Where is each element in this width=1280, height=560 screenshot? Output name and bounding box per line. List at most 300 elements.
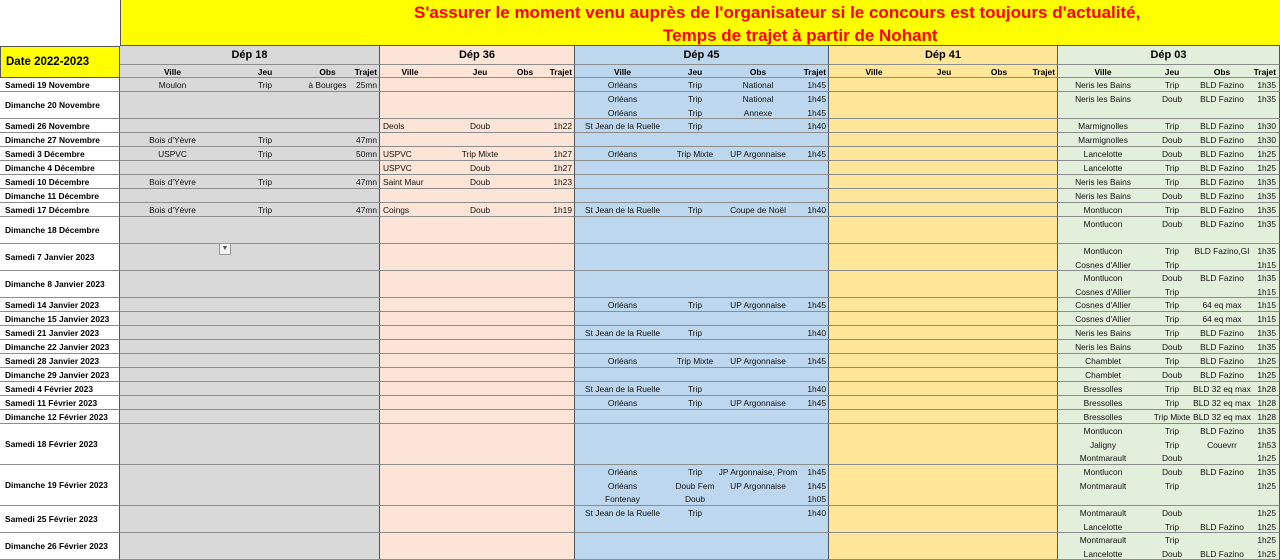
cell-text: 47mn <box>356 135 377 145</box>
cell-text: 1h27 <box>553 149 572 159</box>
column-header[interactable]: Ville <box>163 67 182 77</box>
cell-text: Doub <box>1161 191 1183 201</box>
table-cell-group[interactable] <box>575 312 829 326</box>
cell-text: Cosnes d'Allier <box>1075 286 1131 297</box>
cell-text: Couevrr <box>1207 439 1237 450</box>
cell-text: Marmignolles <box>1078 135 1128 145</box>
cell-text: Trip <box>687 121 703 131</box>
table-cell-group[interactable] <box>120 189 380 203</box>
date-cell[interactable]: Dimanche 22 Janvier 2023 <box>0 340 120 354</box>
table-cell-group[interactable] <box>120 410 380 424</box>
table-cell-group[interactable] <box>380 326 575 340</box>
table-cell-group[interactable] <box>829 368 1058 382</box>
department-header[interactable]: Dép 03 <box>1058 46 1280 65</box>
table-cell-group[interactable] <box>380 133 575 147</box>
table-cell-group[interactable] <box>120 533 380 560</box>
cell-text: Trip <box>687 508 703 518</box>
cell-text: BLD Fazino <box>1200 163 1244 173</box>
table-cell-group[interactable] <box>120 244 380 271</box>
cell-text: Trip <box>687 205 703 215</box>
cell-text: BLD Fazino <box>1200 94 1244 104</box>
cell-text: Trip <box>257 177 273 187</box>
table-cell-group[interactable] <box>380 410 575 424</box>
cell-text: BLD Fazino <box>1200 273 1244 283</box>
cell-text: Neris les Bains <box>1075 328 1131 338</box>
date-cell[interactable]: Dimanche 12 Février 2023 <box>0 410 120 424</box>
cell-text: Cosnes d'Allier <box>1075 300 1131 310</box>
table-cell-group[interactable] <box>120 354 380 368</box>
cell-text: 1h45 <box>807 149 826 159</box>
cell-text: 1h15 <box>1257 286 1276 297</box>
cell-text: Doub <box>1161 135 1183 145</box>
table-cell-group[interactable] <box>120 161 380 175</box>
table-cell-group[interactable] <box>120 298 380 312</box>
cell-text: Doub <box>469 205 491 215</box>
cell-text: BLD Fazino <box>1200 177 1244 187</box>
cell-text: Trip <box>687 80 703 90</box>
cell-text: 1h15 <box>1257 314 1276 324</box>
date-cell[interactable]: Samedi 26 Novembre <box>0 119 120 133</box>
table-cell-group[interactable] <box>829 340 1058 354</box>
cell-text: Orléans <box>607 149 638 159</box>
table-cell-group[interactable] <box>120 312 380 326</box>
date-cell[interactable]: Samedi 14 Janvier 2023 <box>0 298 120 312</box>
cell-text: USPVC <box>383 163 412 173</box>
chevron-down-icon[interactable]: ▼ <box>219 243 231 255</box>
table-cell-group[interactable] <box>380 340 575 354</box>
cell-text: BLD 32 eq max <box>1193 384 1251 394</box>
cell-text: 1h05 <box>807 494 826 505</box>
table-cell-group[interactable] <box>380 78 575 92</box>
department-header[interactable]: Dép 18 <box>120 46 380 65</box>
cell-text: Chamblet <box>1085 370 1121 380</box>
cell-text: Trip <box>687 467 703 477</box>
cell-text: St Jean de la Ruelle <box>585 384 660 394</box>
cell-text: BLD Fazino <box>1200 219 1244 229</box>
table-cell-group[interactable] <box>120 340 380 354</box>
cell-text: Bois d'Yèvre <box>149 177 196 187</box>
date-cell[interactable]: Samedi 17 Décembre <box>0 203 120 217</box>
cell-text: Moulon <box>158 80 187 90</box>
cell-text: Neris les Bains <box>1075 342 1131 352</box>
column-header[interactable]: Trajet <box>354 67 377 77</box>
notice-line-2: Temps de trajet à partir de Nohant <box>663 26 938 45</box>
table-cell-group[interactable] <box>120 506 380 533</box>
cell-text: Trip <box>687 384 703 394</box>
cell-text: Orléans <box>607 467 638 477</box>
cell-text: Doub <box>1161 370 1183 380</box>
cell-text: Lancelotte <box>1083 548 1123 559</box>
table-cell-group[interactable] <box>380 92 575 119</box>
table-cell-group[interactable] <box>829 147 1058 161</box>
cell-text: Trip <box>1164 328 1180 338</box>
cell-text: Montlucon <box>1083 426 1123 436</box>
cell-text: Trip <box>1164 398 1180 408</box>
cell-text: Doub <box>1161 149 1183 159</box>
table-cell-group[interactable] <box>829 312 1058 326</box>
cell-text: 1h35 <box>1257 426 1276 436</box>
cell-text: 1h35 <box>1257 94 1276 104</box>
cell-text: 1h25 <box>1257 548 1276 559</box>
date-cell[interactable]: Samedi 7 Janvier 2023 <box>0 244 120 271</box>
cell-text: Montlucon <box>1083 467 1123 477</box>
cell-text: Trip <box>257 135 273 145</box>
cell-text: Trip <box>1164 314 1180 324</box>
cell-text: 1h22 <box>553 121 572 131</box>
table-cell-group[interactable] <box>120 326 380 340</box>
column-header[interactable]: Ville <box>613 67 632 77</box>
cell-text: BLD Fazino <box>1200 205 1244 215</box>
cell-text: UP Argonnaise <box>730 300 786 310</box>
cell-text: Trip <box>1164 356 1180 366</box>
cell-text: 1h45 <box>807 356 826 366</box>
table-cell-group[interactable] <box>380 506 575 533</box>
column-header[interactable]: Obs <box>516 67 534 77</box>
table-cell-group[interactable] <box>120 465 380 506</box>
cell-text: Doub <box>1161 219 1183 229</box>
cell-text: 1h15 <box>1257 259 1276 270</box>
date-cell[interactable]: Dimanche 20 Novembre <box>0 92 120 119</box>
cell-text: 1h53 <box>1257 439 1276 450</box>
cell-text: 1h25 <box>1257 480 1276 491</box>
cell-text: Jaligny <box>1089 439 1117 450</box>
cell-text: Orléans <box>607 480 638 491</box>
cell-text: Orléans <box>607 80 638 90</box>
date-cell[interactable]: Samedi 11 Février 2023 <box>0 396 120 410</box>
cell-text: 1h40 <box>807 121 826 131</box>
cell-text: 1h40 <box>807 384 826 394</box>
cell-text: Doub <box>469 177 491 187</box>
table-cell-group[interactable] <box>575 533 829 560</box>
table-cell-group[interactable] <box>380 396 575 410</box>
date-cell[interactable]: Samedi 18 Février 2023 <box>0 424 120 465</box>
table-cell-group[interactable] <box>380 271 575 298</box>
cell-text: Annexe <box>743 107 773 118</box>
cell-text: Coupe de Noël <box>730 205 786 215</box>
cell-text: BLD 32 eq max <box>1193 412 1251 422</box>
department-header[interactable]: Dép 36 <box>380 46 575 65</box>
date-cell[interactable]: Samedi 19 Novembre <box>0 78 120 92</box>
table-cell-group[interactable] <box>829 326 1058 340</box>
date-cell[interactable]: Dimanche 15 Janvier 2023 <box>0 312 120 326</box>
cell-text: UP Argonnaise <box>730 149 786 159</box>
table-cell-group[interactable] <box>120 396 380 410</box>
cell-text: 1h25 <box>1257 535 1276 545</box>
cell-text: Lancelotte <box>1083 163 1123 173</box>
table-cell-group[interactable] <box>829 203 1058 217</box>
cell-text: Cosnes d'Allier <box>1075 314 1131 324</box>
cell-text: 1h25 <box>1257 370 1276 380</box>
cell-text: 1h45 <box>807 300 826 310</box>
cell-text: Orléans <box>607 398 638 408</box>
cell-text: 1h28 <box>1257 398 1276 408</box>
table-cell-group[interactable] <box>829 533 1058 560</box>
table-cell-group[interactable] <box>575 189 829 203</box>
table-cell-group[interactable] <box>120 271 380 298</box>
cell-text: JP Argonnaise, Prom <box>718 467 798 477</box>
table-cell-group[interactable] <box>575 368 829 382</box>
cell-text: 47mn <box>356 177 377 187</box>
column-header[interactable]: Trajet <box>1032 67 1055 77</box>
cell-text: 1h35 <box>1257 80 1276 90</box>
cell-text: Trip <box>257 149 273 159</box>
cell-text: St Jean de la Ruelle <box>585 121 660 131</box>
cell-text: 1h30 <box>1257 135 1276 145</box>
cell-text: UP Argonnaise <box>730 480 786 491</box>
cell-text: Trip <box>687 107 703 118</box>
date-cell[interactable]: Samedi 21 Janvier 2023 <box>0 326 120 340</box>
cell-text: Fontenay <box>605 494 640 505</box>
cell-text: Neris les Bains <box>1075 191 1131 201</box>
cell-text: 1h45 <box>807 398 826 408</box>
cell-text: Marmignolles <box>1078 121 1128 131</box>
date-cell[interactable]: Dimanche 11 Décembre <box>0 189 120 203</box>
table-cell-group[interactable] <box>575 133 829 147</box>
cell-text: Trip <box>1164 246 1180 256</box>
table-cell-group[interactable] <box>575 424 829 465</box>
cell-text: Trip <box>687 398 703 408</box>
date-cell[interactable]: Samedi 28 Janvier 2023 <box>0 354 120 368</box>
table-cell-group[interactable] <box>575 217 829 244</box>
cell-text: Trip <box>1164 163 1180 173</box>
table-cell-group[interactable] <box>829 424 1058 465</box>
cell-text: BLD Fazino <box>1200 135 1244 145</box>
cell-text: 25mn <box>356 80 377 90</box>
cell-text: BLD Fazino <box>1200 356 1244 366</box>
table-cell-group[interactable] <box>380 424 575 465</box>
cell-text: 1h30 <box>1257 121 1276 131</box>
table-cell-group[interactable] <box>380 189 575 203</box>
table-cell-group[interactable] <box>829 161 1058 175</box>
cell-text: Trip <box>257 80 273 90</box>
cell-text: BLD 32 eq max <box>1193 398 1251 408</box>
cell-text: 1h35 <box>1257 467 1276 477</box>
column-header[interactable]: Trajet <box>549 67 572 77</box>
cell-text: 1h25 <box>1257 163 1276 173</box>
table-cell-group[interactable] <box>829 410 1058 424</box>
table-cell-group[interactable] <box>829 133 1058 147</box>
date-column-header[interactable]: Date 2022-2023 <box>0 46 120 78</box>
cell-text: 64 eq max <box>1202 314 1242 324</box>
table-cell-group[interactable] <box>829 271 1058 298</box>
table-cell-group[interactable] <box>120 382 380 396</box>
cell-text: USPVC <box>158 149 187 159</box>
date-cell[interactable]: Samedi 3 Décembre <box>0 147 120 161</box>
cell-text: Doub <box>469 121 491 131</box>
table-cell-group[interactable] <box>380 244 575 271</box>
date-cell[interactable]: Dimanche 19 Février 2023 <box>0 465 120 506</box>
cell-text: 1h23 <box>553 177 572 187</box>
cell-text: BLD Fazino <box>1200 191 1244 201</box>
cell-text: Doub <box>1161 508 1183 518</box>
cell-text: 1h35 <box>1257 219 1276 229</box>
cell-text: Doub Fem <box>675 480 715 491</box>
table-cell-group[interactable] <box>829 92 1058 119</box>
table-cell-group[interactable] <box>829 465 1058 506</box>
notice-line-1: S'assurer le moment venu auprès de l'organisateur si le concours est toujours d'actualité, <box>414 3 1141 22</box>
table-cell-group[interactable] <box>380 354 575 368</box>
cell-text: Trip <box>687 94 703 104</box>
cell-text: USPVC <box>383 149 412 159</box>
column-header[interactable]: Obs <box>319 67 336 77</box>
notice-banner[interactable] <box>120 0 1280 46</box>
cell-text: Orléans <box>607 356 638 366</box>
cell-text: 64 eq max <box>1202 300 1242 310</box>
department-header[interactable]: Dép 45 <box>575 46 829 65</box>
cell-text: Doub <box>1161 342 1183 352</box>
cell-text: 1h45 <box>807 107 826 118</box>
date-cell[interactable]: Dimanche 29 Janvier 2023 <box>0 368 120 382</box>
cell-text: 1h45 <box>807 467 826 477</box>
cell-text: Doub <box>1161 273 1183 283</box>
cell-text: Trip <box>687 328 703 338</box>
table-cell-group[interactable] <box>120 92 380 119</box>
cell-text: Trip <box>1164 521 1180 532</box>
table-cell-group[interactable] <box>829 382 1058 396</box>
cell-text: Doub <box>1161 94 1183 104</box>
column-header[interactable]: Obs <box>749 67 767 77</box>
table-cell-group[interactable] <box>829 175 1058 189</box>
table-cell-group[interactable] <box>575 410 829 424</box>
table-cell-group[interactable] <box>380 533 575 560</box>
cell-text: Trip <box>257 205 273 215</box>
cell-text: 1h15 <box>1257 300 1276 310</box>
cell-text: 1h35 <box>1257 273 1276 283</box>
table-cell-group[interactable] <box>380 382 575 396</box>
column-header[interactable]: Ville <box>865 67 883 77</box>
cell-text: 1h25 <box>1257 149 1276 159</box>
date-cell[interactable]: Dimanche 18 Décembre <box>0 217 120 244</box>
cell-text: Trip <box>1164 286 1180 297</box>
cell-text: Trip <box>1164 80 1180 90</box>
cell-text: Doub <box>684 494 706 505</box>
table-cell-group[interactable] <box>829 244 1058 271</box>
table-cell-group[interactable] <box>575 244 829 271</box>
table-cell-group[interactable] <box>120 119 380 133</box>
cell-text: BLD Fazino <box>1200 370 1244 380</box>
column-header[interactable]: Ville <box>1094 67 1112 77</box>
cell-text: BLD Fazino <box>1200 521 1244 532</box>
cell-text: Trip <box>1164 300 1180 310</box>
cell-text: Trip <box>1164 121 1180 131</box>
cell-text: UP Argonnaise <box>730 398 786 408</box>
cell-text: 1h19 <box>553 205 572 215</box>
cell-text: 1h35 <box>1257 328 1276 338</box>
cell-text: Bressolles <box>1083 398 1123 408</box>
table-cell-group[interactable] <box>120 368 380 382</box>
cell-text: Trip <box>1164 439 1180 450</box>
table-cell-group[interactable] <box>380 465 575 506</box>
date-cell[interactable]: Dimanche 8 Janvier 2023 <box>0 271 120 298</box>
cell-text: Orléans <box>607 107 638 118</box>
date-cell[interactable]: Samedi 4 Février 2023 <box>0 382 120 396</box>
cell-text: Bois d'Yèvre <box>149 135 196 145</box>
cell-text: National <box>742 80 774 90</box>
table-cell-group[interactable] <box>380 312 575 326</box>
cell-text: Montmarault <box>1079 453 1127 464</box>
column-header[interactable]: Trajet <box>1253 67 1276 77</box>
cell-text: Trip <box>1164 480 1180 491</box>
column-header[interactable]: Ville <box>401 67 419 77</box>
cell-text: UP Argonnaise <box>730 356 786 366</box>
column-header[interactable]: Obs <box>990 67 1008 77</box>
cell-text: Neris les Bains <box>1075 94 1131 104</box>
cell-text: Trip <box>1164 535 1180 545</box>
table-cell-group[interactable] <box>829 119 1058 133</box>
column-header[interactable]: Jeu <box>257 67 273 77</box>
date-cell[interactable]: Samedi 25 Février 2023 <box>0 506 120 533</box>
cell-text: 1h35 <box>1257 177 1276 187</box>
table-cell-group[interactable] <box>829 298 1058 312</box>
table-cell-group[interactable] <box>380 368 575 382</box>
table-cell-group[interactable] <box>829 189 1058 203</box>
table-cell-group[interactable] <box>829 506 1058 533</box>
cell-text: 1h28 <box>1257 412 1276 422</box>
cell-text: Trip Mixte <box>676 149 714 159</box>
cell-text: Lancelotte <box>1083 149 1123 159</box>
table-cell-group[interactable] <box>829 78 1058 92</box>
table-cell-group[interactable] <box>380 217 575 244</box>
cell-text: 1h28 <box>1257 384 1276 394</box>
cell-text: Bressolles <box>1083 412 1123 422</box>
column-header[interactable]: Jeu <box>687 67 703 77</box>
table-cell-group[interactable] <box>120 424 380 465</box>
date-cell[interactable]: Samedi 10 Décembre <box>0 175 120 189</box>
cell-text: Saint Maur <box>383 177 424 187</box>
date-cell[interactable]: Dimanche 4 Décembre <box>0 161 120 175</box>
cell-text: 1h40 <box>807 508 826 518</box>
cell-text: 1h35 <box>1257 342 1276 352</box>
table-cell-group[interactable] <box>575 161 829 175</box>
table-cell-group[interactable] <box>380 298 575 312</box>
table-cell-group[interactable] <box>829 354 1058 368</box>
table-cell-group[interactable] <box>120 217 380 244</box>
column-header[interactable]: Obs <box>1213 67 1231 77</box>
cell-text: Chamblet <box>1085 356 1121 366</box>
table-cell-group[interactable] <box>829 396 1058 410</box>
cell-text: Coings <box>383 205 410 215</box>
cell-text: BLD Fazino <box>1200 342 1244 352</box>
column-header[interactable]: Jeu <box>1164 67 1180 77</box>
cell-text: Trip Mixte <box>461 149 499 159</box>
cell-text: Bressolles <box>1083 384 1123 394</box>
cell-text: Doub <box>469 163 491 173</box>
cell-text: BLD Fazino <box>1200 121 1244 131</box>
table-cell-group[interactable] <box>575 271 829 298</box>
cell-text: Montmarault <box>1079 508 1127 518</box>
cell-text: St Jean de la Ruelle <box>585 328 660 338</box>
date-cell[interactable]: Dimanche 27 Novembre <box>0 133 120 147</box>
table-cell-group[interactable] <box>575 175 829 189</box>
cell-text: Montmarault <box>1079 535 1127 545</box>
table-cell-group[interactable] <box>829 217 1058 244</box>
cell-text: BLD Fazino <box>1200 149 1244 159</box>
cell-text: BLD Fazino <box>1200 467 1244 477</box>
column-header[interactable]: Jeu <box>472 67 488 77</box>
cell-text: 1h25 <box>1257 356 1276 366</box>
cell-text: 1h25 <box>1257 521 1276 532</box>
date-cell[interactable]: Dimanche 26 Février 2023 <box>0 533 120 560</box>
cell-text: 1h35 <box>1257 191 1276 201</box>
cell-text: St Jean de la Ruelle <box>585 508 660 518</box>
cell-text: Doub <box>1161 453 1183 464</box>
column-header[interactable]: Trajet <box>803 67 826 77</box>
department-header[interactable]: Dép 41 <box>829 46 1058 65</box>
cell-text: Doub <box>1161 467 1183 477</box>
column-header[interactable]: Jeu <box>936 67 952 77</box>
cell-text: Trip <box>1164 177 1180 187</box>
table-cell-group[interactable] <box>575 340 829 354</box>
